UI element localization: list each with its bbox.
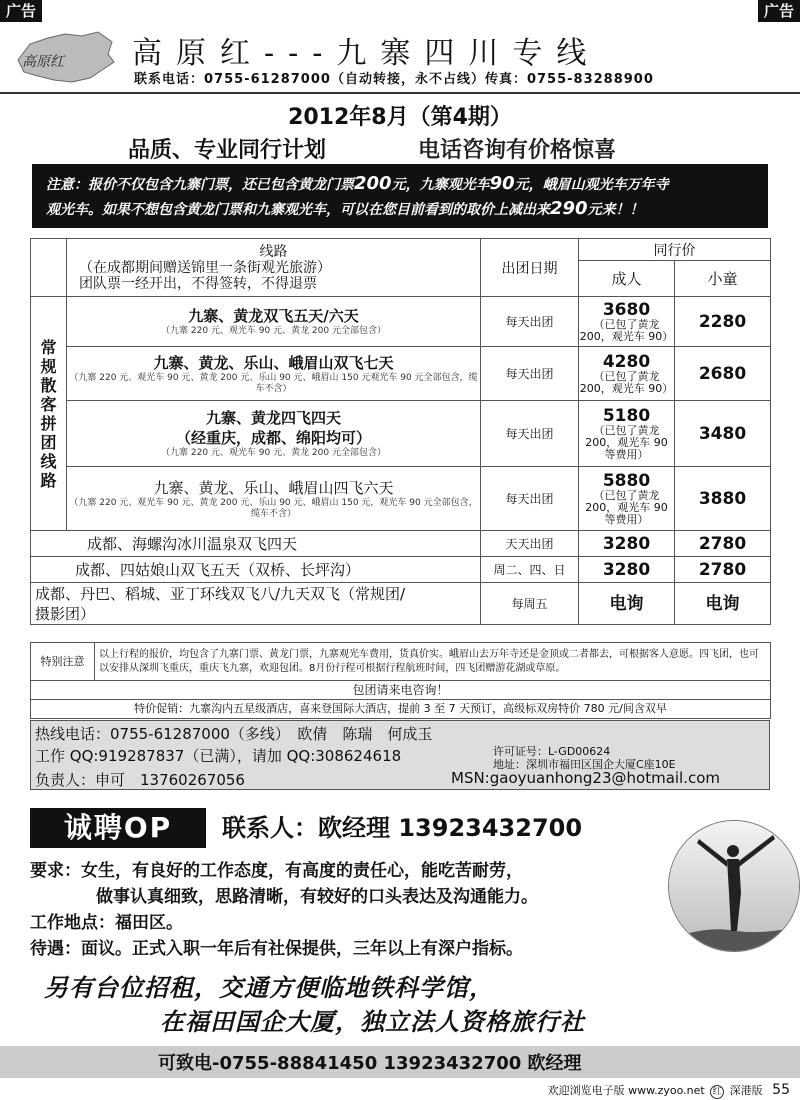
route-note: （九寨 220 元、观光车 90 元、黄龙 200 元、乐山 90 元、峨眉山 150 元观光车 90 元全部包含，缆车不含）	[69, 372, 478, 394]
special-note-text: 以上行程的报价，均包含了九寨门票、黄龙门票，九寨观光车费用，货真价实。峨眉山去万年寺还是金顶或二者都去，可根据客人意愿。四飞团，也可以安排从深圳飞重庆，重庆飞九寨，欢迎包团。8月份行程可根据行程航班时间，四飞团赠游花湖或草原。	[95, 643, 771, 681]
notice-text-5: 元来！！	[587, 202, 644, 218]
adult-price-cell	[579, 401, 675, 467]
adult-price: 3280	[579, 557, 675, 583]
header-contact: 联系电话：0755-61287000（自动转接，永不占线）传真：0755-83288900	[134, 72, 654, 87]
notice-value-1: 200	[354, 173, 392, 194]
logo-text: 高原红	[22, 54, 64, 70]
route-date: 每天出团	[481, 467, 579, 531]
child-price: 2680	[675, 347, 771, 401]
brand-title: 高原红---九寨四川专线	[132, 36, 601, 71]
charter-row	[31, 681, 771, 700]
recruit-contact: 联系人：欧经理 13923432700	[222, 814, 583, 842]
manager-contact: 负责人：申可 13760267056	[35, 771, 245, 789]
promo-text: 特价促销：九寨沟内五星级酒店，喜来登国际大酒店，提前 3 至 7 天预订，高级标双房特价 780 元/间含双早	[31, 700, 771, 719]
ad-label-left: 广告	[0, 0, 42, 22]
success-person-photo	[668, 820, 800, 952]
header	[0, 22, 800, 94]
child-price: 2780	[675, 557, 771, 583]
header-blank-cell	[31, 239, 67, 297]
subtitle-quality: 品质、专业同行计划	[128, 138, 327, 163]
notice-text-4: 观光车。如果不想包含黄龙门票和九寨观光车，可以在您目前看到的取价上减出来	[46, 202, 550, 218]
notice-value-2: 90	[489, 173, 515, 194]
table-row	[31, 297, 771, 347]
route-date: 每天出团	[481, 347, 579, 401]
slogan-line-1: 另有台位招租，交通方便临地铁科学馆，	[44, 974, 494, 1002]
table-header-row	[31, 239, 771, 261]
msn-contact: MSN:gaoyuanhong23@hotmail.com	[451, 769, 721, 787]
hotline-box	[30, 720, 770, 790]
adult-price: 3680	[602, 299, 651, 320]
adult-price-note: （已包了黄龙200，观光车 90）	[579, 369, 674, 395]
special-note-row	[31, 643, 771, 681]
adult-price: 4280	[602, 351, 651, 372]
page-footer	[548, 1082, 790, 1099]
recruit-location: 工作地点：福田区。	[30, 913, 183, 933]
route-name: 成都、海螺沟冰川温泉双飞四天	[31, 531, 481, 557]
route-cell	[67, 467, 481, 531]
adult-price-note: （已包了黄龙200，观光车 90）	[579, 317, 674, 343]
table-row	[31, 467, 771, 531]
price-table	[30, 238, 771, 625]
route-name: 成都、丹巴、稻城、亚丁环线双飞八/九天双飞（常规团/摄影团）	[31, 583, 481, 625]
china-map-logo-icon	[10, 30, 120, 86]
promo-row	[31, 700, 771, 719]
adult-price-cell	[579, 467, 675, 531]
hotline-qq: 工作 QQ:919287837（已满），请加 QQ:308624618	[35, 747, 402, 765]
adult-price: 电询	[579, 583, 675, 625]
category-cell	[31, 297, 67, 531]
route-note: （九寨 220 元、观光车 90 元、黄龙 200 元、乐山 90 元、峨眉山 150 元，观光车 90 元全部包含，缆车不含）	[69, 497, 478, 519]
route-note: （九寨 220 元、观光车 90 元、黄龙 200 元全部包含）	[161, 448, 386, 458]
route-cell	[67, 297, 481, 347]
route-name: 九寨、黄龙、乐山、峨眉山四飞六天	[153, 478, 394, 497]
route-cell	[67, 401, 481, 467]
adult-price-note: （已包了黄龙200，观光车 90 等费用）	[585, 423, 668, 461]
bottom-contact-bar	[0, 1046, 800, 1078]
header-price: 同行价	[579, 239, 771, 261]
footer-text: 欢迎浏览电子版 www.zyoo.net	[547, 1084, 705, 1097]
header-child: 小童	[675, 261, 771, 297]
child-price: 2780	[675, 531, 771, 557]
notice-box	[32, 164, 768, 228]
route-date: 每周五	[481, 583, 579, 625]
notice-text-1: 注意：报价不仅包含九寨门票，还已包含黄龙门票	[46, 177, 354, 193]
special-note-label: 特别注意	[31, 643, 95, 681]
category-label: 常规散客拼团线路	[40, 337, 57, 490]
notice-text-3: 元，峨眉山观光车万年寺	[514, 177, 669, 193]
table-row	[31, 583, 771, 625]
recruit-requirement-2: 做事认真细致，思路清晰，有较好的口头表达及沟通能力。	[96, 887, 538, 907]
recruit-requirement-1: 要求：女生，有良好的工作态度，有高度的责任心，能吃苦耐劳，	[30, 861, 523, 881]
adult-price: 5180	[602, 405, 651, 426]
header-adult: 成人	[579, 261, 675, 297]
route-note: （九寨 220 元、观光车 90 元、黄龙 200 元全部包含）	[161, 326, 386, 336]
table-row	[31, 347, 771, 401]
adult-price-note: （已包了黄龙200，观光车 90 等费用）	[585, 488, 668, 526]
charter-text: 包团请来电咨询！	[31, 681, 771, 700]
footer-edition: 深港版	[729, 1084, 763, 1097]
page-number: 55	[772, 1082, 790, 1098]
route-name-2: （经重庆，成都、绵阳均可）	[175, 429, 371, 447]
child-price: 3880	[675, 467, 771, 531]
notice-text-2: 元，九寨观光车	[391, 177, 490, 193]
route-date: 每天出团	[481, 297, 579, 347]
child-price: 3480	[675, 401, 771, 467]
route-name: 成都、四姑娘山双飞五天（双桥、长坪沟）	[31, 557, 481, 583]
adult-price-cell	[579, 297, 675, 347]
recruit-benefit: 待遇：面议。正式入职一年后有社保提供，三年以上有深户指标。	[30, 939, 523, 959]
table-row	[31, 557, 771, 583]
license-number: 许可证号：L-GD00624	[493, 745, 611, 758]
route-name: 九寨、黄龙、乐山、峨眉山双飞七天	[153, 353, 394, 372]
ad-label-right: 广告	[758, 0, 800, 22]
adult-price: 5880	[602, 470, 651, 491]
adult-price: 3280	[579, 531, 675, 557]
route-date: 周二、四、日	[481, 557, 579, 583]
route-name: 九寨、黄龙四飞四天	[205, 409, 341, 427]
person-silhouette-icon	[669, 821, 800, 952]
adult-price-cell	[579, 347, 675, 401]
issue-title: 2012年8月（第4期）	[288, 105, 512, 130]
header-route-note-2: 团队票一经开出，不得签转，不得退票	[79, 275, 317, 292]
notice-value-3: 290	[550, 198, 588, 219]
child-price: 电询	[675, 583, 771, 625]
header-route-cell	[67, 239, 481, 297]
info-table	[30, 642, 771, 719]
child-price: 2280	[675, 297, 771, 347]
subtitle-price: 电话咨询有价格惊喜	[418, 138, 617, 163]
route-cell	[67, 347, 481, 401]
header-route-note-1: （在成都期间赠送锦里一条街观光旅游）	[79, 259, 331, 276]
header-route-label: 线路	[259, 243, 288, 260]
route-date: 每天出团	[481, 401, 579, 467]
header-date: 出团日期	[481, 239, 579, 297]
slogan-line-2: 在福田国企大厦，独立法人资格旅行社	[160, 1008, 585, 1036]
footer-badge-icon: 红	[710, 1085, 724, 1099]
route-date: 天天出团	[481, 531, 579, 557]
bottom-contact: 可致电-0755-88841450 13923432700 欧经理	[158, 1053, 582, 1074]
table-row	[31, 531, 771, 557]
recruit-title: 诚聘OP	[30, 808, 206, 848]
hotline-phone: 热线电话：0755-61287000（多线） 欧倩 陈瑞 何成玉	[35, 725, 433, 743]
route-name: 九寨、黄龙双飞五天/六天	[188, 307, 359, 325]
address: 地址：深圳市福田区国企大厦C座10E	[493, 758, 676, 771]
table-row	[31, 401, 771, 467]
